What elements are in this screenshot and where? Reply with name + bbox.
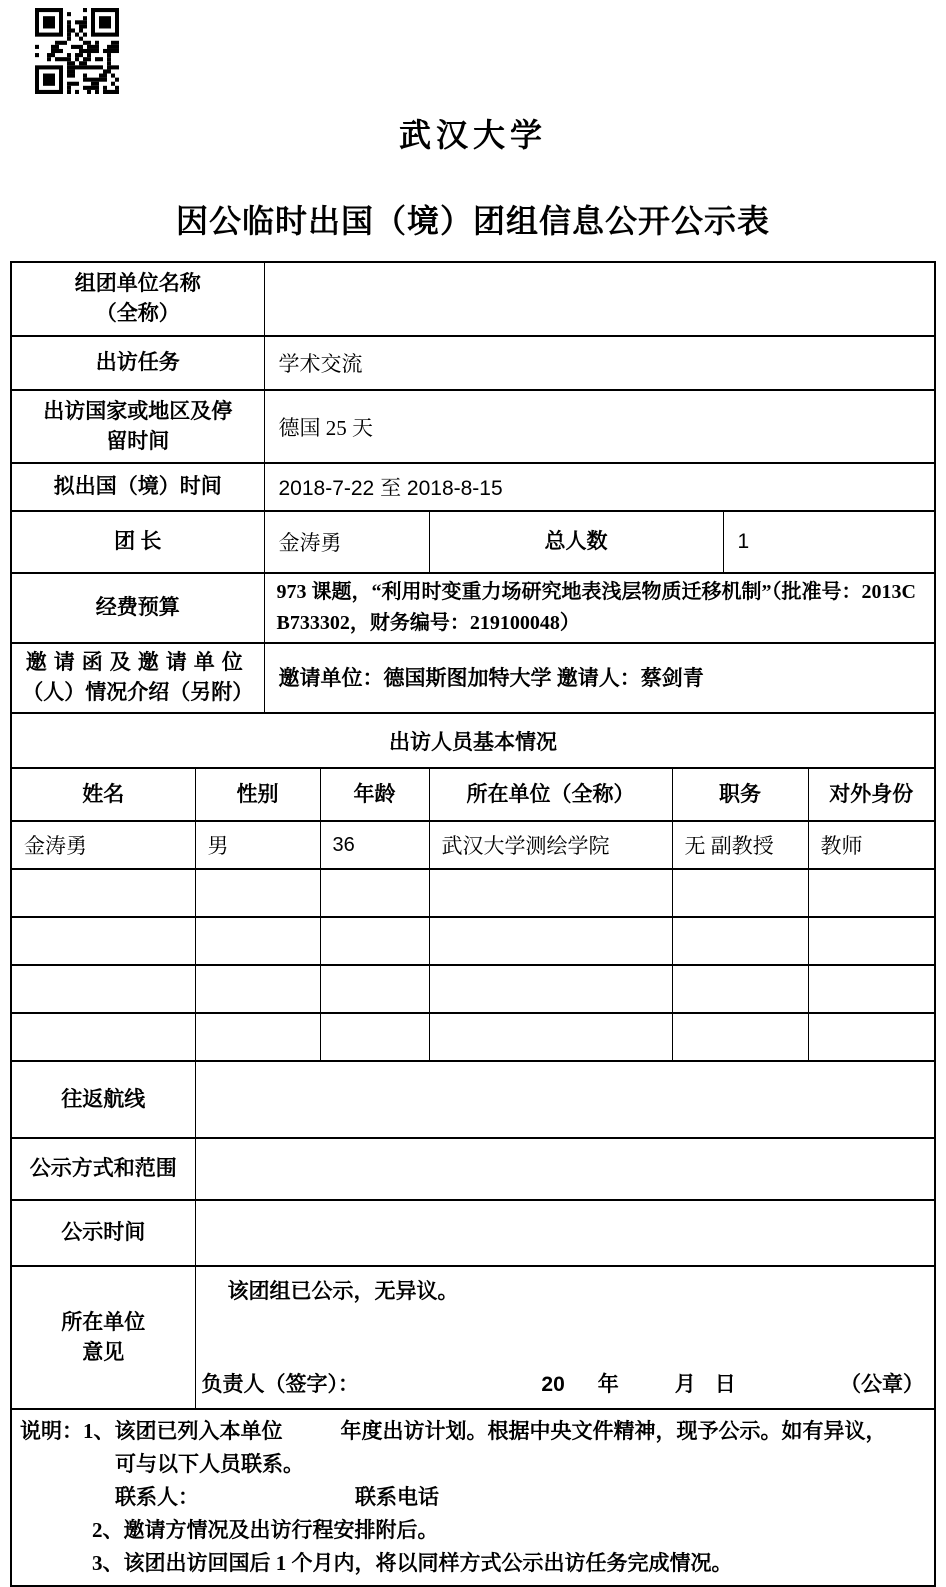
- travel-dates-value: 2018-7-22 至 2018-8-15: [264, 463, 935, 511]
- qr-code: [35, 8, 119, 94]
- date-year-prefix: 20: [541, 1373, 565, 1396]
- person-position: [672, 917, 808, 965]
- row-unit-opinion: [11, 1266, 935, 1409]
- total-count-value: 1: [723, 511, 935, 573]
- unit-name-label-line2: （全称）: [95, 301, 180, 325]
- col-header-unit: 所在单位（全称）: [429, 768, 672, 821]
- publicity-time-value: [195, 1200, 935, 1266]
- destination-value: 德国 25 天: [264, 390, 935, 463]
- col-header-position: 职务: [672, 768, 808, 821]
- unit-name-label-line1: 组团单位名称: [74, 271, 201, 296]
- contact-phone-label: 联系电话: [355, 1485, 439, 1509]
- person-age: [320, 965, 429, 1013]
- row-unit-name: [11, 262, 935, 336]
- person-unit: [429, 869, 672, 917]
- opinion-signature-line: [202, 1368, 925, 1398]
- note-line-3: [115, 1481, 926, 1514]
- col-header-gender: 性别: [195, 768, 320, 821]
- person-external-identity: 教师: [808, 821, 935, 869]
- seal-label: （公章）: [840, 1372, 924, 1396]
- person-unit: [429, 965, 672, 1013]
- person-age: [320, 1013, 429, 1061]
- col-header-external-identity: 对外身份: [808, 768, 935, 821]
- unit-opinion-cell: [195, 1266, 935, 1409]
- unit-name-value: [264, 262, 935, 336]
- person-name: 金涛勇: [11, 821, 195, 869]
- signature-label: 负责人（签字）：: [201, 1372, 359, 1396]
- row-travel-dates: [11, 463, 935, 511]
- contact-person-label: 联系人：: [115, 1485, 199, 1509]
- person-external-identity: [808, 965, 935, 1013]
- row-mission: [11, 336, 935, 390]
- row-budget: [11, 573, 935, 643]
- personnel-header-row: [11, 768, 935, 821]
- date-month-char: 月: [674, 1372, 696, 1396]
- mission-label: 出访任务: [11, 336, 264, 390]
- note-line-1: [20, 1415, 926, 1448]
- personnel-row: [11, 917, 935, 965]
- mission-value: 学术交流: [264, 336, 935, 390]
- leader-label: 团 长: [11, 511, 264, 573]
- budget-value: 973 课题，“利用时变重力场研究地表浅层物质迁移机制”（批准号：2013CB733302，财务编号：219100048）: [264, 573, 935, 643]
- row-personnel-section: [11, 713, 935, 768]
- flight-route-label: 往返航线: [11, 1061, 195, 1138]
- invitation-label: [11, 643, 264, 713]
- destination-label-line1: 出访国家或地区及停: [43, 398, 233, 423]
- travel-dates-label: 拟出国（境）时间: [11, 463, 264, 511]
- person-unit: 武汉大学测绘学院: [429, 821, 672, 869]
- row-publicity-method: [11, 1138, 935, 1200]
- unit-opinion-label-line2: 意见: [82, 1339, 125, 1364]
- publicity-form-table: [10, 261, 936, 1587]
- person-unit: [429, 917, 672, 965]
- personnel-section-title: 出访人员基本情况: [11, 713, 935, 768]
- unit-opinion-label: [11, 1266, 195, 1409]
- note-line1-suffix: 年度出访计划。根据中央文件精神，现予公示。如有异议，: [340, 1419, 887, 1443]
- row-leader: [11, 511, 935, 573]
- person-position: 无 副教授: [672, 821, 808, 869]
- person-name: [11, 1013, 195, 1061]
- contact-person-blank: [199, 1481, 355, 1514]
- publicity-method-label: 公示方式和范围: [11, 1138, 195, 1200]
- person-gender: [195, 917, 320, 965]
- note-line-5: 3、该团出访回国后 1 个月内，将以同样方式公示出访任务完成情况。: [92, 1551, 733, 1575]
- person-unit: [429, 1013, 672, 1061]
- row-publicity-time: [11, 1200, 935, 1266]
- note-line-2: 可与以下人员联系。: [115, 1452, 304, 1476]
- flight-route-value: [195, 1061, 935, 1138]
- year-blank-space: [283, 1415, 341, 1448]
- person-age: [320, 869, 429, 917]
- page-subtitle: 因公临时出国（境）团组信息公开公示表: [175, 203, 770, 239]
- page-title: 武汉大学: [398, 117, 547, 153]
- person-external-identity: [808, 917, 935, 965]
- invitation-label-line1: 邀请函及邀请单位: [25, 650, 250, 675]
- col-header-name: 姓名: [11, 768, 195, 821]
- person-external-identity: [808, 1013, 935, 1061]
- col-header-age: 年龄: [320, 768, 429, 821]
- person-external-identity: [808, 869, 935, 917]
- person-name: [11, 965, 195, 1013]
- unit-opinion-label-line1: 所在单位: [61, 1309, 146, 1334]
- personnel-row: [11, 821, 935, 869]
- note-line1-prefix: 说明：1、该团已列入本单位: [20, 1419, 283, 1443]
- row-invitation: [11, 643, 935, 713]
- notes-cell: [11, 1409, 935, 1586]
- person-gender: [195, 1013, 320, 1061]
- total-count-label: 总人数: [429, 511, 723, 573]
- person-name: [11, 917, 195, 965]
- personnel-row: [11, 1013, 935, 1061]
- person-gender: [195, 869, 320, 917]
- leader-name: 金涛勇: [264, 511, 429, 573]
- person-gender: 男: [195, 821, 320, 869]
- budget-label: 经费预算: [11, 573, 264, 643]
- destination-label: [11, 390, 264, 463]
- unit-name-label: [11, 262, 264, 336]
- row-flight-route: [11, 1061, 935, 1138]
- publicity-time-label: 公示时间: [11, 1200, 195, 1266]
- person-name: [11, 869, 195, 917]
- invitation-label-line2: （人）情况介绍（另附）: [22, 680, 254, 704]
- date-day-char: 日: [714, 1372, 736, 1396]
- person-age: 36: [320, 821, 429, 869]
- invitation-value: 邀请单位：德国斯图加特大学 邀请人：蔡剑青: [264, 643, 935, 713]
- person-age: [320, 917, 429, 965]
- opinion-statement: 该团组已公示，无异议。: [227, 1279, 459, 1303]
- personnel-row: [11, 869, 935, 917]
- note-line-4: 2、邀请方情况及出访行程安排附后。: [92, 1518, 439, 1542]
- person-position: [672, 1013, 808, 1061]
- person-position: [672, 965, 808, 1013]
- row-destination: [11, 390, 935, 463]
- personnel-row: [11, 965, 935, 1013]
- destination-label-line2: 留时间: [106, 428, 170, 453]
- row-notes: [11, 1409, 935, 1586]
- person-gender: [195, 965, 320, 1013]
- person-position: [672, 869, 808, 917]
- date-year-char: 年: [597, 1372, 619, 1396]
- publicity-method-value: [195, 1138, 935, 1200]
